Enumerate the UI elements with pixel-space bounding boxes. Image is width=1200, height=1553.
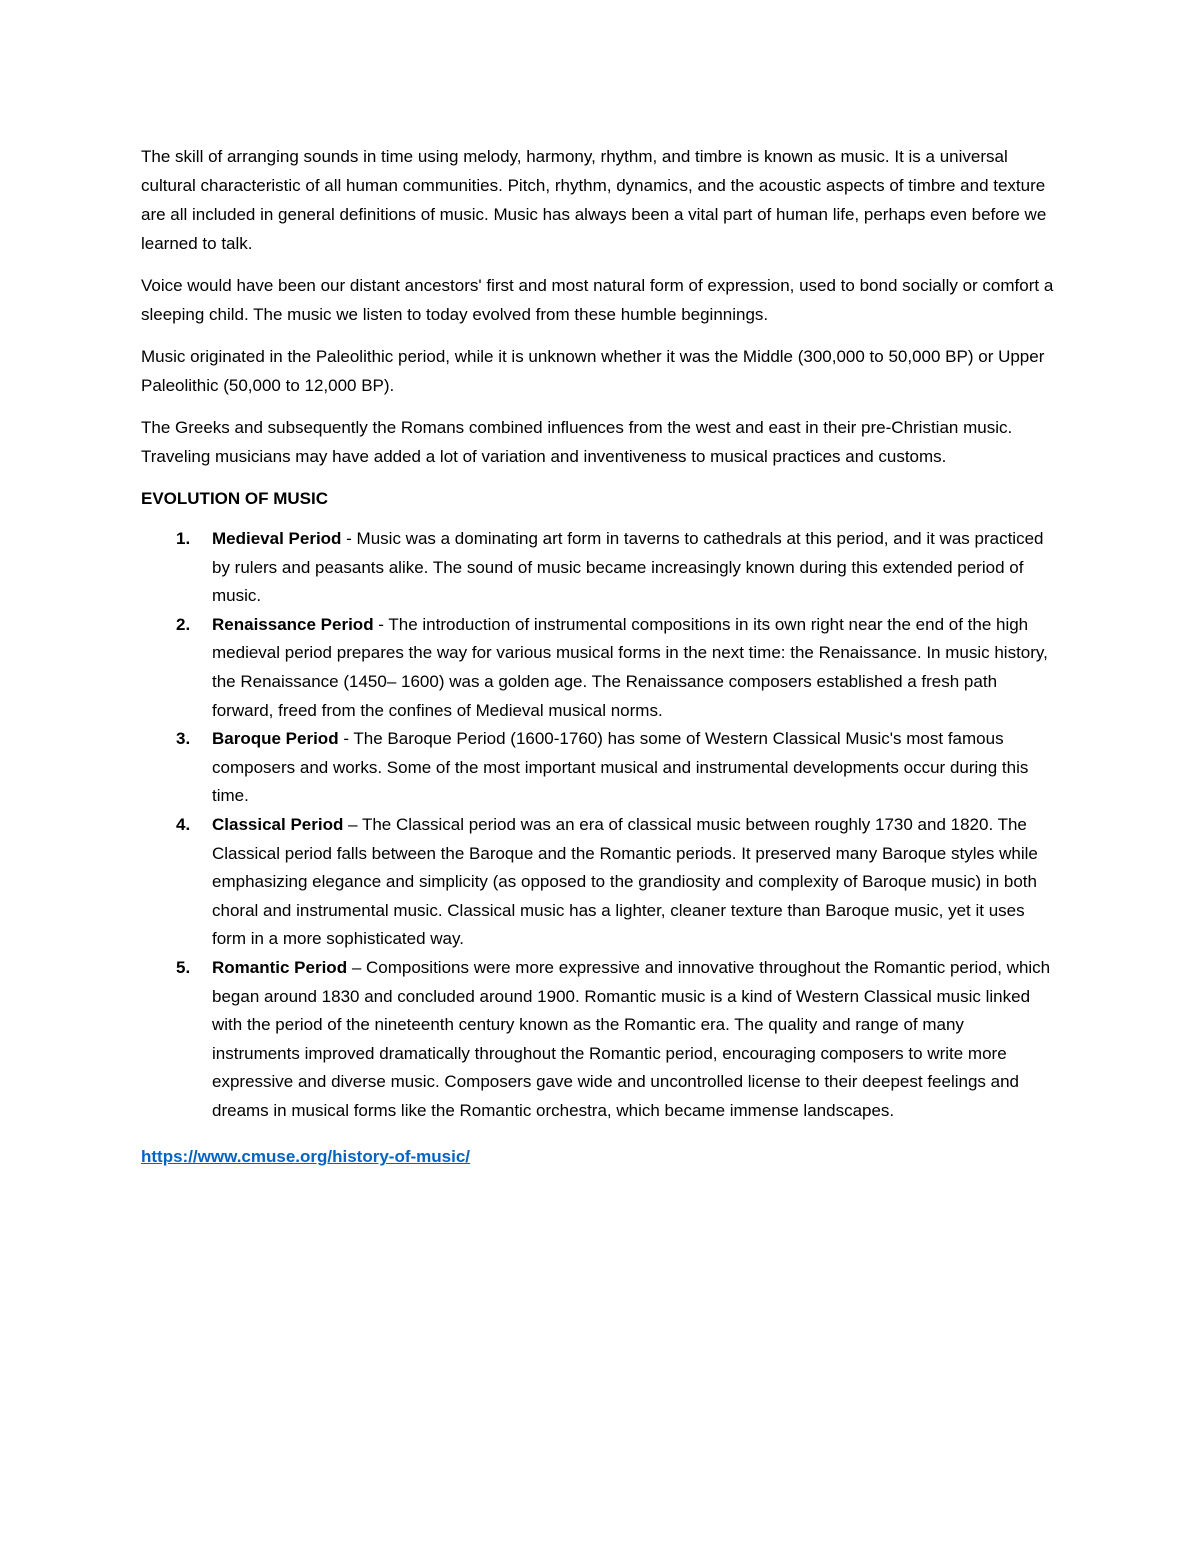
- period-description: Compositions were more expressive and innovative throughout the Romantic period, which began around 1830 and concluded around 1900. Romantic music is a kind of Western Classical music linked with the period of the nineteenth century known as the Romantic era. The quality and range of many instruments improved dramatically throughout the Romantic period, encouraging composers to write more expressive and diverse music. Composers gave wide and uncontrolled license to their deepest feelings and dreams in musical forms like the Romantic orchestra, which became immense landscapes.: [212, 957, 1051, 1120]
- section-heading: EVOLUTION OF MUSIC: [141, 489, 328, 508]
- document-page: [141, 142, 1056, 1171]
- intro-paragraph: The skill of arranging sounds in time using melody, harmony, rhythm, and timbre is known as music. It is a universal cultural characteristic of all human communities. Pitch, rhythm, dynamics, and the acoustic aspects of timbre and texture are all included in general definitions of music. Music has always been a vital part of human life, perhaps even before we learned to talk.: [141, 147, 1047, 253]
- ancestors-paragraph: Voice would have been our distant ancestors' first and most natural form of expression, used to bond socially or comfort a sleeping child. The music we listen to today evolved from these humble beginnings.: [141, 276, 1054, 324]
- term-separator: -: [338, 729, 354, 749]
- term-separator: -: [341, 529, 357, 548]
- list-item-baroque: [141, 725, 1056, 811]
- list-number: 4.: [176, 814, 191, 834]
- list-number: 1.: [176, 529, 191, 548]
- list-item-classical: [141, 811, 1056, 954]
- period-term: Medieval Period: [212, 529, 342, 548]
- list-number: 5.: [176, 957, 191, 977]
- list-item-romantic: [141, 954, 1056, 1126]
- greeks-romans-paragraph: The Greeks and subsequently the Romans combined influences from the west and east in their pre-Christian music. Traveling musicians may have added a lot of variation and inventiveness to musical practices and customs.: [141, 418, 1013, 466]
- period-description: The Baroque Period (1600-1760) has some of Western Classical Music's most famous composers and works. Some of the most important musical and instrumental developments occur during this time.: [212, 729, 1029, 806]
- period-term: Baroque Period: [212, 729, 339, 749]
- term-separator: -: [373, 614, 389, 634]
- period-term: Romantic Period: [212, 957, 348, 977]
- period-term: Renaissance Period: [212, 614, 374, 634]
- list-item-renaissance: [141, 611, 1056, 725]
- period-term: Classical Period: [212, 814, 344, 834]
- period-description: The Classical period was an era of classical music between roughly 1730 and 1820. The Classical period falls between the Baroque and the Romantic periods. It preserved many Baroque styles while emphasizing elegance and simplicity (as opposed to the grandiosity and complexity of Baroque music) in both choral and instrumental music. Classical music has a lighter, cleaner texture than Baroque music, yet it uses form in a more sophisticated way.: [212, 814, 1038, 949]
- source-link[interactable]: https://www.cmuse.org/history-of-music/: [141, 1147, 471, 1167]
- list-number: 3.: [176, 729, 191, 749]
- list-number: 2.: [176, 614, 191, 634]
- period-description: Music was a dominating art form in taverns to cathedrals at this period, and it was practiced by rulers and peasants alike. The sound of music became increasingly known during this extended period of music.: [212, 529, 1044, 606]
- term-separator: –: [343, 814, 362, 834]
- term-separator: –: [347, 957, 366, 977]
- period-description: The introduction of instrumental compositions in its own right near the end of the high medieval period prepares the way for various musical forms in the next time: the Renaissance. In music history, the Renaissance (1450– 1600) was a golden age. The Renaissance composers established a fresh path forward, freed from the confines of Medieval musical norms.: [212, 614, 1048, 720]
- list-item-medieval: [141, 525, 1056, 611]
- periods-list: [141, 525, 1056, 1125]
- paleolithic-paragraph: Music originated in the Paleolithic period, while it is unknown whether it was the Middle (300,000 to 50,000 BP) or Upper Paleolithic (50,000 to 12,000 BP).: [141, 347, 1045, 395]
